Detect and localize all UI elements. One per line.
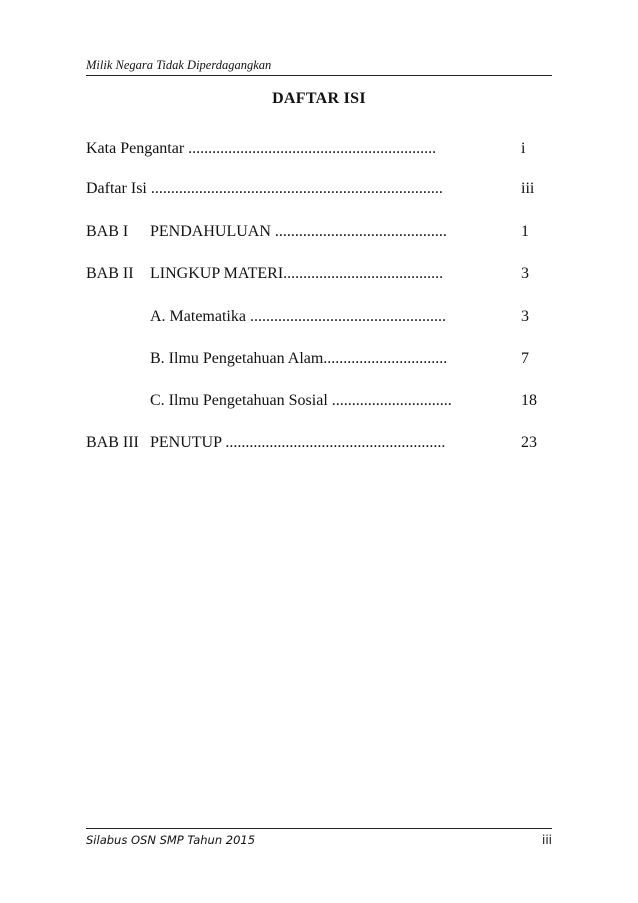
toc-entry-daftar-isi xyxy=(86,178,546,200)
toc-entry-kata-pengantar xyxy=(86,138,546,160)
toc-entry-ipa xyxy=(86,348,546,370)
toc-entry-label: Kata Pengantar .............................................................. xyxy=(86,140,437,157)
toc-entry-ips xyxy=(86,390,546,412)
page-header xyxy=(86,58,552,76)
toc-entry-page: 3 xyxy=(521,308,529,325)
toc-entry-bab-3 xyxy=(86,432,546,454)
toc-entry-prefix: BAB III xyxy=(86,434,139,451)
toc-entry-matematika xyxy=(86,306,546,328)
toc-entry-page: iii xyxy=(521,180,535,197)
page-footer xyxy=(86,828,552,847)
toc-entry-bab-1 xyxy=(86,221,546,243)
toc-entry-prefix: BAB II xyxy=(86,265,134,282)
toc-entry-label: A. Matematika ................................................. xyxy=(150,308,446,325)
toc-entry-page: 3 xyxy=(521,265,529,282)
toc-entry-page: 7 xyxy=(521,350,529,367)
toc-entry-label: PENDAHULUAN ........................................... xyxy=(150,223,447,240)
toc-entry-prefix: BAB I xyxy=(86,223,129,240)
toc-entry-label: C. Ilmu Pengetahuan Sosial .............................. xyxy=(150,392,452,409)
toc-entry-bab-2 xyxy=(86,263,546,285)
toc-entry-page: 23 xyxy=(521,434,537,451)
footer-title: Silabus OSN SMP Tahun 2015 xyxy=(86,833,256,847)
toc-entry-label: Daftar Isi ......................................................................... xyxy=(86,180,443,197)
toc-entry-label: LINGKUP MATERI........................................ xyxy=(150,265,444,282)
toc-entry-page: 1 xyxy=(521,223,529,240)
header-text: Milik Negara Tidak Diperdagangkan xyxy=(86,58,272,72)
footer-page-number: iii xyxy=(541,833,552,847)
toc-entry-label: B. Ilmu Pengetahuan Alam............................... xyxy=(150,350,448,367)
toc-entry-page: 18 xyxy=(521,392,537,409)
toc-entry-label: PENUTUP ....................................................... xyxy=(150,434,446,451)
toc-entry-page: i xyxy=(521,140,526,157)
page-title: DAFTAR ISI xyxy=(272,90,366,107)
